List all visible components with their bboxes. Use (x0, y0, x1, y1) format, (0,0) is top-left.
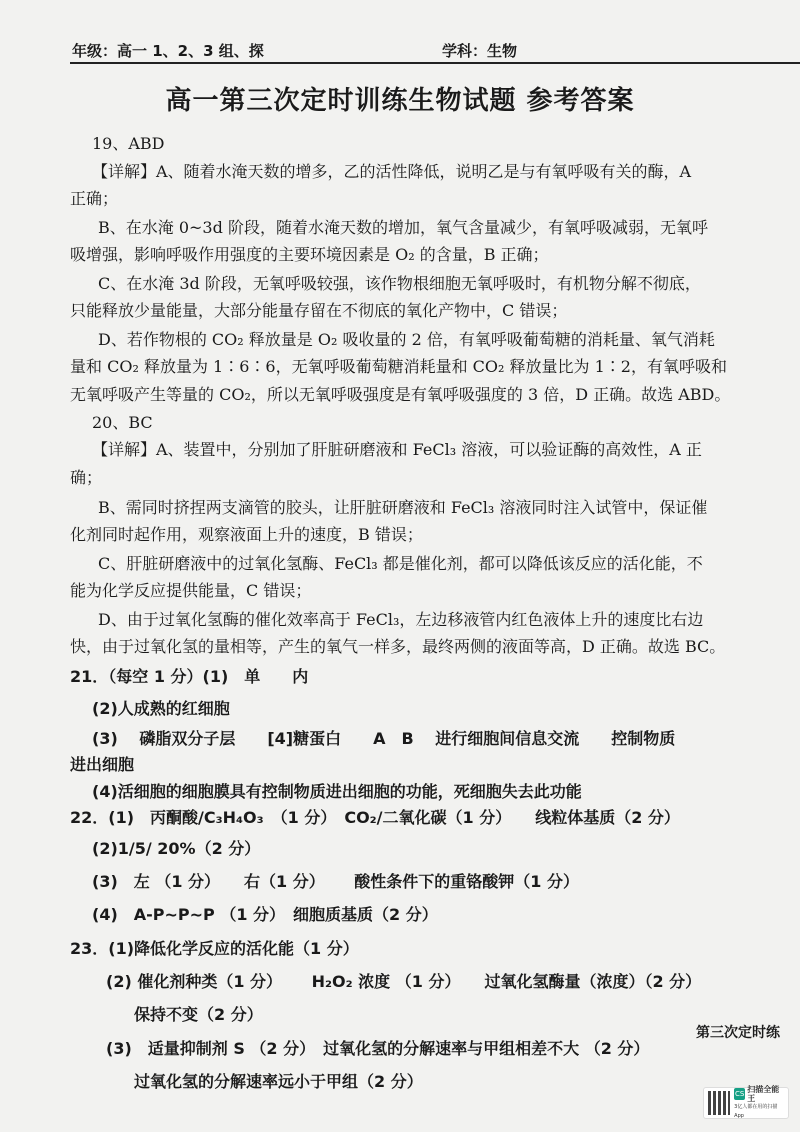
grade-label: 年级：高一 1、2、3 组、探 (72, 42, 264, 60)
q23-line: (3) 适量抑制剂 S （2 分） 过氧化氢的分解速率与甲组相差不大 （2 分） (106, 1039, 650, 1058)
q21-line: 21．（每空 1 分）(1) 单 内 (70, 667, 309, 686)
header-divider (70, 62, 800, 64)
q19-line: 无氧呼吸产生等量的 CO₂，所以无氧呼吸强度是有氧呼吸强度的 3 倍，D 正确。故选 ABD。 (70, 385, 731, 404)
q23-line: 保持不变（2 分） (134, 1005, 263, 1024)
camscanner-logo-icon: CS (735, 1090, 745, 1098)
subject-label: 学科：生物 (442, 42, 518, 60)
q23-line: 23．(1)降低化学反应的活化能（1 分） (70, 939, 359, 958)
q19-line: C、在水淹 3d 阶段，无氧呼吸较强，该作物根细胞无氧呼吸时，有机物分解不彻底， (98, 274, 701, 293)
q20-line: 【详解】A、装置中，分别加了肝脏研磨液和 FeCl₃ 溶液，可以验证酶的高效性，A 正 (92, 440, 702, 459)
q20-line: 能为化学反应提供能量，C 错误； (70, 581, 312, 600)
watermark-sub: 3亿人都在用的扫描App (734, 1104, 778, 1119)
q20-line: 快，由于过氧化氢的量相等，产生的氧气一样多，最终两侧的液面等高，D 正确。故选 BC。 (70, 637, 726, 656)
page-footer: 第三次定时练 (696, 1025, 780, 1041)
q20-line: 化剂同时起作用，观察液面上升的速度，B 错误； (70, 525, 423, 544)
q20-number: 20、BC (92, 413, 153, 432)
q19-line: 正确； (70, 189, 119, 208)
q22-line: (3) 左 （1 分） 右（1 分） 酸性条件下的重铬酸钾（1 分） (92, 872, 580, 891)
q19-line: 量和 CO₂ 释放量为 1∶6∶6，无氧呼吸葡萄糖消耗量和 CO₂ 释放量比为 1∶2，有氧呼吸和 (70, 357, 727, 376)
q22-line: 22．(1) 丙酮酸/C₃H₄O₃ （1 分） CO₂/二氧化碳（1 分） 线粒体基质（2 分） (70, 808, 680, 827)
q23-line: 过氧化氢的分解速率远小于甲组（2 分） (134, 1072, 423, 1091)
q21-line: (2)人成熟的红细胞 (92, 699, 230, 718)
q21-line: 进出细胞 (70, 755, 135, 774)
watermark-label: 扫描全能王 (747, 1085, 780, 1103)
q19-line: 只能释放少量能量，大部分能量存留在不彻底的氧化产物中，C 错误； (70, 301, 568, 320)
q22-line: (2)1/5/ 20%（2 分） (92, 839, 261, 858)
q21-line: (4)活细胞的细胞膜具有控制物质进出细胞的功能，死细胞失去此功能 (92, 782, 582, 801)
q23-line: (2) 催化剂种类（1 分） H₂O₂ 浓度 （1 分） 过氧化氢酶量（浓度）（2 分） (106, 972, 702, 991)
q19-number: 19、ABD (92, 134, 165, 153)
q20-line: B、需同时挤捏两支滴管的胶头，让肝脏研磨液和 FeCl₃ 溶液同时注入试管中，保证催 (98, 498, 708, 517)
scanner-watermark (703, 1087, 789, 1119)
q20-line: C、肝脏研磨液中的过氧化氢酶、FeCl₃ 都是催化剂，都可以降低该反应的活化能，不 (98, 554, 703, 573)
q19-line: 吸增强，影响呼吸作用强度的主要环境因素是 O₂ 的含量，B 正确； (70, 245, 549, 264)
qr-code-icon (708, 1091, 730, 1115)
q22-line: (4) A-P~P~P （1 分） 细胞质基质（2 分） (92, 905, 438, 924)
q19-line: 【详解】A、随着水淹天数的增多，乙的活性降低，说明乙是与有氧呼吸有关的酶，A (92, 162, 692, 181)
q20-line: D、由于过氧化氢酶的催化效率高于 FeCl₃，左边移液管内红色液体上升的速度比右边 (98, 610, 704, 629)
q20-line: 确； (70, 468, 103, 487)
q19-line: D、若作物根的 CO₂ 释放量是 O₂ 吸收量的 2 倍，有氧呼吸葡萄糖的消耗量、氧气消耗 (98, 330, 715, 349)
q21-line: (3) 磷脂双分子层 [4]糖蛋白 A B 进行细胞间信息交流 控制物质 (92, 729, 676, 748)
q19-line: B、在水淹 0~3d 阶段，随着水淹天数的增加，氧气含量减少，有氧呼吸减弱，无氧呼 (98, 218, 708, 237)
document-title: 高一第三次定时训练生物试题 参考答案 (165, 86, 635, 116)
